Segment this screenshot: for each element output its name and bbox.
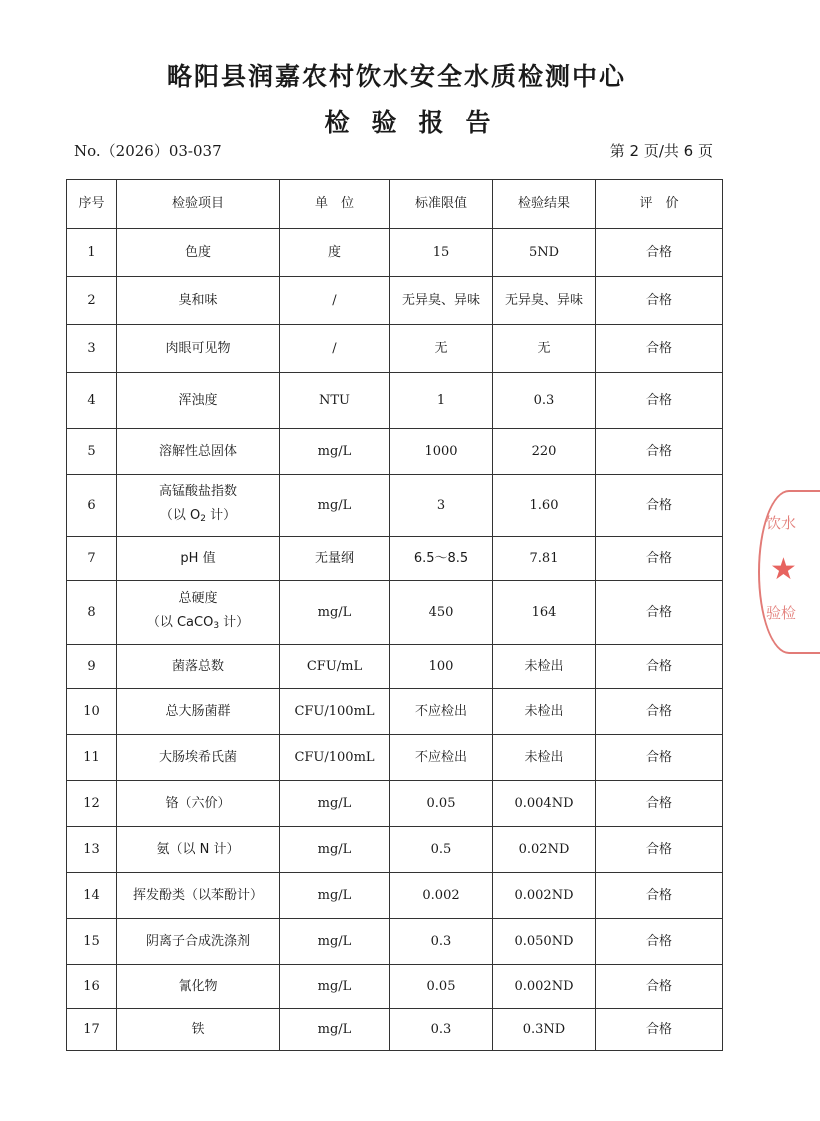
evaluation: 合格: [596, 537, 723, 581]
evaluation: 合格: [596, 965, 723, 1009]
unit: mg/L: [280, 965, 390, 1009]
standard-limit: 0.05: [390, 965, 493, 1009]
test-item: 浑浊度: [117, 373, 280, 429]
row-number: 4: [67, 373, 117, 429]
test-result: 1.60: [493, 475, 596, 537]
test-result: 220: [493, 429, 596, 475]
standard-limit: 无异臭、异味: [390, 277, 493, 325]
unit: 度: [280, 229, 390, 277]
test-item: 氰化物: [117, 965, 280, 1009]
row-number: 2: [67, 277, 117, 325]
row-number: 12: [67, 781, 117, 827]
table-row: [67, 429, 723, 475]
evaluation: 合格: [596, 919, 723, 965]
table-row: [67, 781, 723, 827]
row-number: 1: [67, 229, 117, 277]
col-header-eval: 评 价: [596, 180, 723, 229]
test-item: 色度: [117, 229, 280, 277]
test-result: 5ND: [493, 229, 596, 277]
standard-limit: 100: [390, 645, 493, 689]
test-result: 无: [493, 325, 596, 373]
unit: mg/L: [280, 1009, 390, 1051]
standard-limit: 1: [390, 373, 493, 429]
standard-limit: 0.002: [390, 873, 493, 919]
standard-limit: 0.3: [390, 1009, 493, 1051]
row-number: 8: [67, 581, 117, 645]
evaluation: 合格: [596, 429, 723, 475]
table-row: [67, 537, 723, 581]
evaluation: 合格: [596, 325, 723, 373]
test-item: 总大肠菌群: [117, 689, 280, 735]
row-number: 7: [67, 537, 117, 581]
test-item: 菌落总数: [117, 645, 280, 689]
test-result: 0.3: [493, 373, 596, 429]
row-number: 17: [67, 1009, 117, 1051]
org-title: 略阳县润嘉农村饮水安全水质检测中心: [166, 62, 626, 91]
test-result: 7.81: [493, 537, 596, 581]
document-number: No.（2026）03-037: [74, 142, 222, 160]
standard-limit: 0.5: [390, 827, 493, 873]
standard-limit: 不应检出: [390, 689, 493, 735]
standard-limit: 0.3: [390, 919, 493, 965]
test-item: 氨（以 N 计）: [117, 827, 280, 873]
unit: CFU/mL: [280, 645, 390, 689]
evaluation: 合格: [596, 645, 723, 689]
test-result: 0.002ND: [493, 873, 596, 919]
unit: mg/L: [280, 827, 390, 873]
unit: /: [280, 277, 390, 325]
unit: CFU/100mL: [280, 735, 390, 781]
table-row: [67, 325, 723, 373]
row-number: 11: [67, 735, 117, 781]
evaluation: 合格: [596, 689, 723, 735]
results-table: [66, 179, 723, 1051]
test-result: 0.02ND: [493, 827, 596, 873]
evaluation: 合格: [596, 735, 723, 781]
unit: mg/L: [280, 781, 390, 827]
standard-limit: 1000: [390, 429, 493, 475]
test-result: 无异臭、异味: [493, 277, 596, 325]
unit: /: [280, 325, 390, 373]
test-item: 臭和味: [117, 277, 280, 325]
report-title: 检验报告: [324, 108, 513, 137]
row-number: 13: [67, 827, 117, 873]
standard-limit: 0.05: [390, 781, 493, 827]
col-header-item: 检验项目: [117, 180, 280, 229]
table-row: [67, 1009, 723, 1051]
test-result: 0.002ND: [493, 965, 596, 1009]
unit: mg/L: [280, 873, 390, 919]
test-item-line1: 总硬度: [178, 591, 218, 606]
col-header-result: 检验结果: [493, 180, 596, 229]
row-number: 5: [67, 429, 117, 475]
col-header-unit: 单 位: [280, 180, 390, 229]
row-number: 15: [67, 919, 117, 965]
table-row: [67, 229, 723, 277]
standard-limit: 不应检出: [390, 735, 493, 781]
unit: mg/L: [280, 581, 390, 645]
table-row: [67, 919, 723, 965]
unit: mg/L: [280, 919, 390, 965]
standard-limit: 无: [390, 325, 493, 373]
test-item: 挥发酚类（以苯酚计）: [117, 873, 280, 919]
test-item-line2: （以 $O_2$ 计）: [159, 508, 237, 524]
unit: mg/L: [280, 429, 390, 475]
page-number: 第 2 页/共 6 页: [609, 142, 713, 160]
table-row: [67, 581, 723, 645]
evaluation: 合格: [596, 781, 723, 827]
standard-limit: 6.5～8.5: [390, 537, 493, 581]
evaluation: 合格: [596, 373, 723, 429]
test-item: 铁: [117, 1009, 280, 1051]
col-header-limit: 标准限值: [390, 180, 493, 229]
test-result: 0.004ND: [493, 781, 596, 827]
standard-limit: 450: [390, 581, 493, 645]
test-item: pH 值: [117, 537, 280, 581]
row-number: 16: [67, 965, 117, 1009]
test-item-line1: 高锰酸盐指数: [158, 484, 237, 499]
star-icon: ★: [770, 552, 797, 587]
test-item: [117, 581, 280, 645]
test-result: 未检出: [493, 735, 596, 781]
table-header-row: [67, 180, 723, 229]
test-item: 溶解性总固体: [117, 429, 280, 475]
standard-limit: 15: [390, 229, 493, 277]
col-header-no: 序号: [67, 180, 117, 229]
table-row: [67, 873, 723, 919]
seal-stamp: 饮水 ★ 验检: [758, 490, 820, 654]
test-item: 铬（六价）: [117, 781, 280, 827]
evaluation: 合格: [596, 277, 723, 325]
test-result: 0.050ND: [493, 919, 596, 965]
test-item: 大肠埃希氏菌: [117, 735, 280, 781]
test-item: 肉眼可见物: [117, 325, 280, 373]
unit: mg/L: [280, 475, 390, 537]
table-row: [67, 645, 723, 689]
table-row: [67, 475, 723, 537]
evaluation: 合格: [596, 827, 723, 873]
test-result: 未检出: [493, 645, 596, 689]
test-item-line2: （以 CaCO$_3$ 计）: [146, 615, 250, 631]
table-row: [67, 965, 723, 1009]
test-item: [117, 475, 280, 537]
table-row: [67, 689, 723, 735]
table-row: [67, 277, 723, 325]
evaluation: 合格: [596, 581, 723, 645]
test-result: 164: [493, 581, 596, 645]
unit: 无量纲: [280, 537, 390, 581]
evaluation: 合格: [596, 475, 723, 537]
table-row: [67, 827, 723, 873]
evaluation: 合格: [596, 1009, 723, 1051]
evaluation: 合格: [596, 873, 723, 919]
table-row: [67, 373, 723, 429]
row-number: 3: [67, 325, 117, 373]
row-number: 9: [67, 645, 117, 689]
evaluation: 合格: [596, 229, 723, 277]
row-number: 14: [67, 873, 117, 919]
table-body: [67, 229, 723, 1051]
unit: NTU: [280, 373, 390, 429]
test-result: 0.3ND: [493, 1009, 596, 1051]
row-number: 6: [67, 475, 117, 537]
test-item: 阴离子合成洗涤剂: [117, 919, 280, 965]
table-row: [67, 735, 723, 781]
standard-limit: 3: [390, 475, 493, 537]
test-result: 未检出: [493, 689, 596, 735]
row-number: 10: [67, 689, 117, 735]
unit: CFU/100mL: [280, 689, 390, 735]
